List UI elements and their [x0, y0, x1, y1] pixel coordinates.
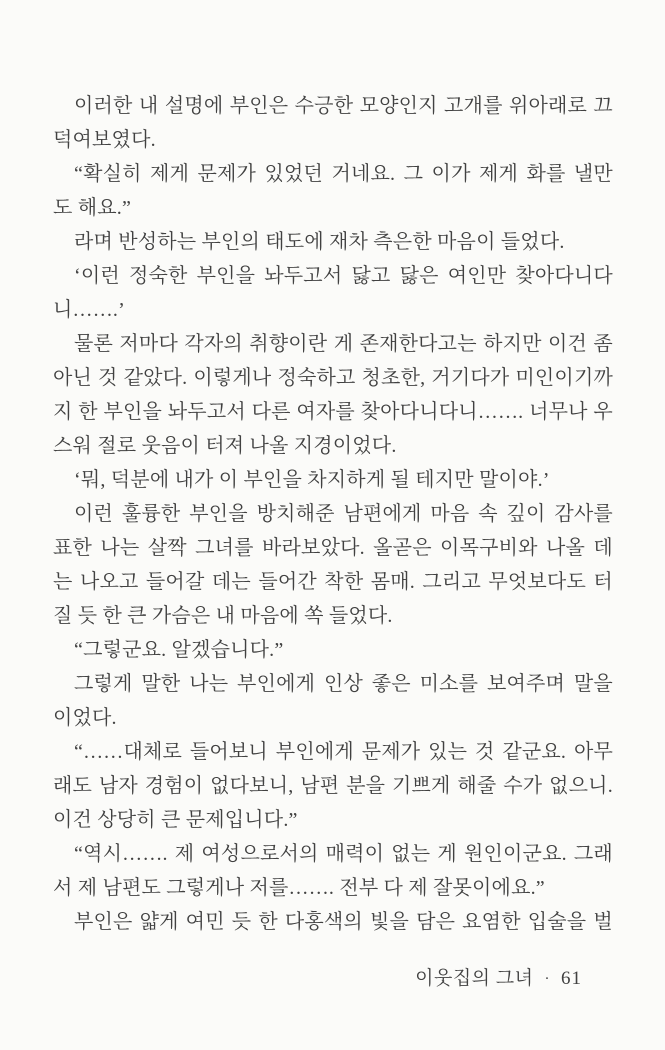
text-line: “……대체로 들어보니 부인에게 문제가 있는 것 같군요. 아무 [74, 741, 613, 763]
text-line: ‘이런 정숙한 부인을 놔두고서 닳고 닳은 여인만 찾아다니다 [74, 265, 613, 287]
text-line: 스워 절로 웃음이 터져 나올 지경이었다. [53, 435, 397, 457]
text-line: 라며 반성하는 부인의 태도에 재차 측은한 마음이 들었다. [74, 231, 565, 253]
text-line: 래도 남자 경험이 없다보니, 남편 분을 기쁘게 해줄 수가 없으니. [53, 775, 613, 797]
text-line: ‘뭐, 덕분에 내가 이 부인을 차지하게 될 테지만 말이야.’ [74, 469, 550, 491]
text-line: 지 한 부인을 놔두고서 다른 여자를 찾아다니다니……. 너무나 우 [53, 401, 613, 423]
text-line: 서 제 남편도 그렇게나 저를……. 전부 다 제 잘못이에요.” [53, 877, 545, 899]
text-line: 부인은 얇게 여민 듯 한 다홍색의 빛을 담은 요염한 입술을 벌 [74, 911, 613, 933]
text-line: 물론 저마다 각자의 취향이란 게 존재한다고는 하지만 이건 좀 [74, 333, 613, 355]
text-line: 아닌 것 같았다. 이렇게나 정숙하고 청초한, 거기다가 미인이기까 [53, 367, 613, 389]
text-line: 이었다. [53, 707, 117, 729]
text-line: “그렇군요. 알겠습니다.” [74, 639, 284, 661]
text-line: 도 해요.” [53, 197, 132, 219]
text-line: 니…….’ [53, 299, 125, 321]
text-line: 덕여보였다. [53, 129, 156, 151]
text-line: 이러한 내 설명에 부인은 수긍한 모양인지 고개를 위아래로 끄 [74, 95, 613, 117]
text-line: 이건 상당히 큰 문제입니다.” [53, 809, 298, 831]
page-number: 61 [561, 968, 582, 989]
separator-dot: · [544, 971, 550, 987]
text-line: “역시……. 제 여성으로서의 매력이 없는 게 원인이군요. 그래 [74, 843, 613, 865]
page-footer [53, 964, 613, 994]
running-title: 이웃집의 그녀 [415, 968, 534, 989]
text-line: 이런 훌륭한 부인을 방치해준 남편에게 마음 속 깊이 감사를 [74, 503, 613, 525]
body-text [53, 89, 613, 939]
text-line: 그렇게 말한 나는 부인에게 인상 좋은 미소를 보여주며 말을 [74, 673, 613, 695]
text-line: 표한 나는 살짝 그녀를 바라보았다. 올곧은 이목구비와 나올 데 [53, 537, 613, 559]
text-line: 는 나오고 들어갈 데는 들어간 착한 몸매. 그리고 무엇보다도 터 [53, 571, 613, 593]
text-line: “확실히 제게 문제가 있었던 거네요. 그 이가 제게 화를 낼만 [74, 163, 613, 185]
text-line: 질 듯 한 큰 가슴은 내 마음에 쏙 들었다. [53, 605, 393, 627]
